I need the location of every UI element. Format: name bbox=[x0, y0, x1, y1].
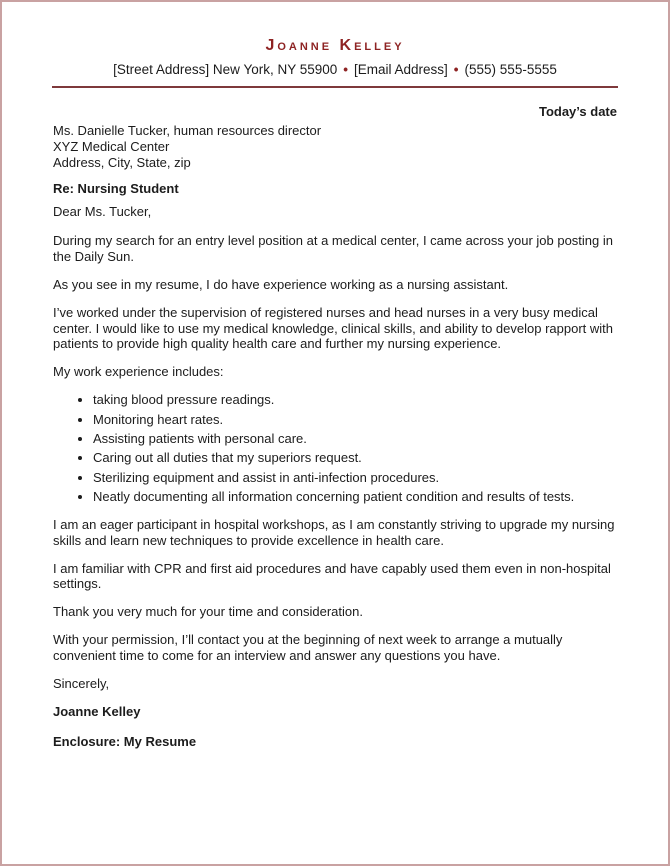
list-item: • Assisting patients with personal care. bbox=[93, 431, 617, 447]
letter-body bbox=[2, 88, 668, 749]
list-item: • taking blood pressure readings. bbox=[93, 392, 617, 408]
contact-email: [Email Address] bbox=[354, 61, 448, 77]
paragraph-cpr: I am familiar with CPR and first aid procedures and have capably used them even in non-hospital settings. bbox=[53, 560, 611, 592]
experience-list-intro: My work experience includes: bbox=[53, 364, 224, 380]
paragraph-followup: With your permission, I’ll contact you at the beginning of next week to arrange a mutually convenient time to come for an interview and answer any questions you have. bbox=[53, 632, 563, 663]
contact-street-address: [Street Address] New York, NY 55900 bbox=[113, 61, 338, 77]
salutation: Dear Ms. Tucker, bbox=[53, 204, 152, 220]
recipient-company: XYZ Medical Center bbox=[53, 138, 170, 154]
sender-name: Joanne Kelley bbox=[265, 37, 405, 54]
recipient-name-title: Ms. Danielle Tucker, human resources director bbox=[53, 122, 322, 138]
list-item: • Sterilizing equipment and assist in anti-infection procedures. bbox=[93, 470, 617, 486]
paragraph-workshops: I am an eager participant in hospital workshops, as I am constantly striving to upgrade my nursing skills and learn new techniques to provide excellence in health care. bbox=[53, 516, 615, 548]
paragraph-thanks: Thank you very much for your time and consideration. bbox=[53, 604, 363, 620]
paragraph-resume: As you see in my resume, I do have experience working as a nursing assistant. bbox=[53, 276, 509, 292]
list-item: • Caring out all duties that my superiors request. bbox=[93, 450, 617, 466]
subject-line: Re: Nursing Student bbox=[53, 181, 179, 197]
contact-line bbox=[2, 62, 668, 78]
paragraph-experience: I’ve worked under the supervision of registered nurses and head nurses in a very busy medical center. I would like to use my medical knowledge, clinical skills, and ability to develop rapport with patients to provide high quality health care and further my nursing experience. bbox=[53, 304, 613, 352]
paragraph-intro: During my search for an entry level position at a medical center, I came across your job posting in the Daily Sun. bbox=[53, 233, 613, 264]
letter-header bbox=[2, 2, 668, 88]
enclosure-line: Enclosure: My Resume bbox=[53, 733, 197, 749]
date-line: Today’s date bbox=[538, 103, 617, 119]
list-item: • Monitoring heart rates. bbox=[93, 412, 617, 428]
recipient-address: Address, City, State, zip bbox=[53, 154, 191, 170]
recipient-block bbox=[53, 123, 617, 171]
signature-name: Joanne Kelley bbox=[53, 703, 141, 719]
bullet-separator-icon: • bbox=[453, 61, 459, 77]
sign-off: Sincerely, bbox=[53, 675, 110, 691]
experience-list bbox=[53, 392, 617, 505]
bullet-separator-icon: • bbox=[343, 61, 348, 77]
contact-phone: (555) 555-5555 bbox=[464, 61, 557, 77]
list-item: • Neatly documenting all information concerning patient condition and results of tests. bbox=[93, 489, 617, 505]
